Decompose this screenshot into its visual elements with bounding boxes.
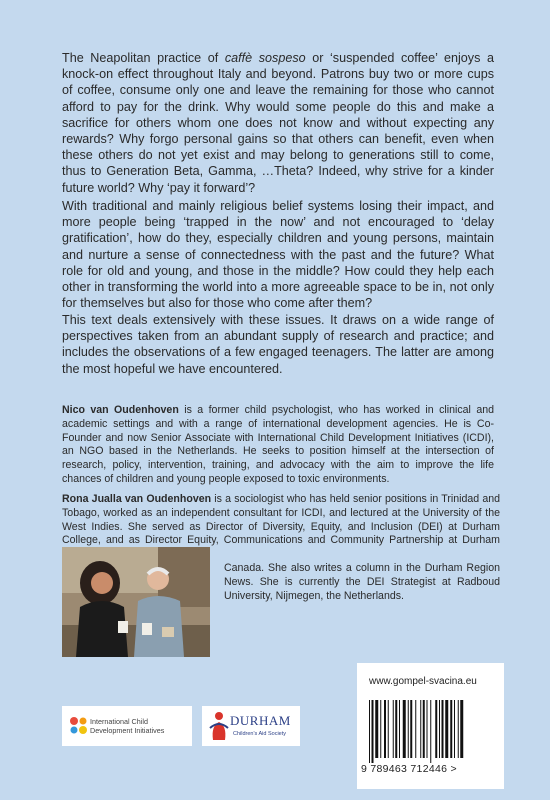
barcode-panel bbox=[357, 663, 504, 789]
durham-figure-icon bbox=[208, 710, 230, 742]
blurb-p1-rest: or ‘suspended coffee’ enjoys a knock-on effect throughout Italy and beyond. Patrons buy two or more cups of coffee, consume only one and leave the remaining for those who cannot afford to pay for the drink. Why would some people do this and make a sacrifice for others whom one does not know and without expecting any rewards? Why forgo personal gains so that others can benefit, even when these others do not yet exist and may belong to generations still to come, thus to Generation Beta, Gamma, …Theta? Indeed, why strive for a kinder future world? Why ‘pay it forward’? bbox=[62, 51, 494, 195]
durham-name: DURHAM bbox=[230, 713, 291, 728]
author-bio-rona-text: is a sociologist who has held senior positions in Trinidad and Tobago, worked as an independent consultant for ICDI, and lectured at the University of the West Indies. She served as Director of Diversity, Equity, and Inclusion (DEI) at Durham College, and as Director Equity, Communications and Community Partnership at Durham bbox=[62, 493, 501, 547]
blurb-term: caffè sospeso bbox=[224, 51, 306, 65]
icdi-line-1: International Child bbox=[90, 717, 148, 726]
durham-subtitle: Children's Aid Society bbox=[233, 731, 287, 737]
icdi-logo bbox=[62, 706, 192, 746]
blurb-paragraph-1 bbox=[62, 50, 494, 196]
blurb-paragraph-2 bbox=[62, 198, 494, 311]
blurb-intro: The Neapolitan practice of bbox=[62, 51, 225, 65]
durham-logo bbox=[202, 706, 300, 746]
blurb-p3-text: This text deals extensively with these issues. It draws on a wide range of perspectives taken from an abundant supply of research and practice; and includes the observations of a few engaged teenagers. The latter are among the most hopeful we have encountered. bbox=[62, 313, 494, 376]
barcode-icon bbox=[369, 700, 491, 763]
author-bio-rona-tail: Canada. She also writes a column in the Durham Region News. She is currently the DEI Strategist at Radboud University, Nijmegen, the Netherlands. bbox=[224, 561, 500, 602]
author-bio-nico-text: is a former child psychologist, who has worked in clinical and academic settings and with a range of international development agencies. He is Co-Founder and now Senior Associate with International Child Development Initiatives (ICDI), an NGO based in the Netherlands. He seeks to position himself at the intersection of research, policy, intervention, training, and advocacy with the aim to improve the life chances of children and young people exposed to toxic environments. bbox=[62, 404, 494, 485]
blurb-p2-text: With traditional and mainly religious belief systems losing their impact, and more people being ‘trapped in the now’ and not encouraged to ‘delay gratification’, how do they, especially children and young persons, maintain and nurture a sense of connectedness with the past and the future? What role for old and young, and those in the middle? How could they help each other in transforming the world into a more agreeable space to be in, not only for themselves but also for those who come after them? bbox=[62, 199, 494, 311]
author-name-rona: Rona Jualla van Oudenhoven bbox=[62, 493, 212, 505]
isbn-number: 9 789463 712446 > bbox=[361, 763, 457, 775]
author-photo bbox=[62, 547, 210, 657]
author-bio-nico bbox=[62, 404, 494, 487]
icdi-line-2: Development Initiatives bbox=[90, 726, 165, 735]
author-name-nico: Nico van Oudenhoven bbox=[62, 404, 179, 416]
icdi-dots-icon bbox=[68, 715, 90, 737]
publisher-url: www.gompel-svacina.eu bbox=[369, 676, 477, 687]
blurb-paragraph-3 bbox=[62, 312, 494, 377]
